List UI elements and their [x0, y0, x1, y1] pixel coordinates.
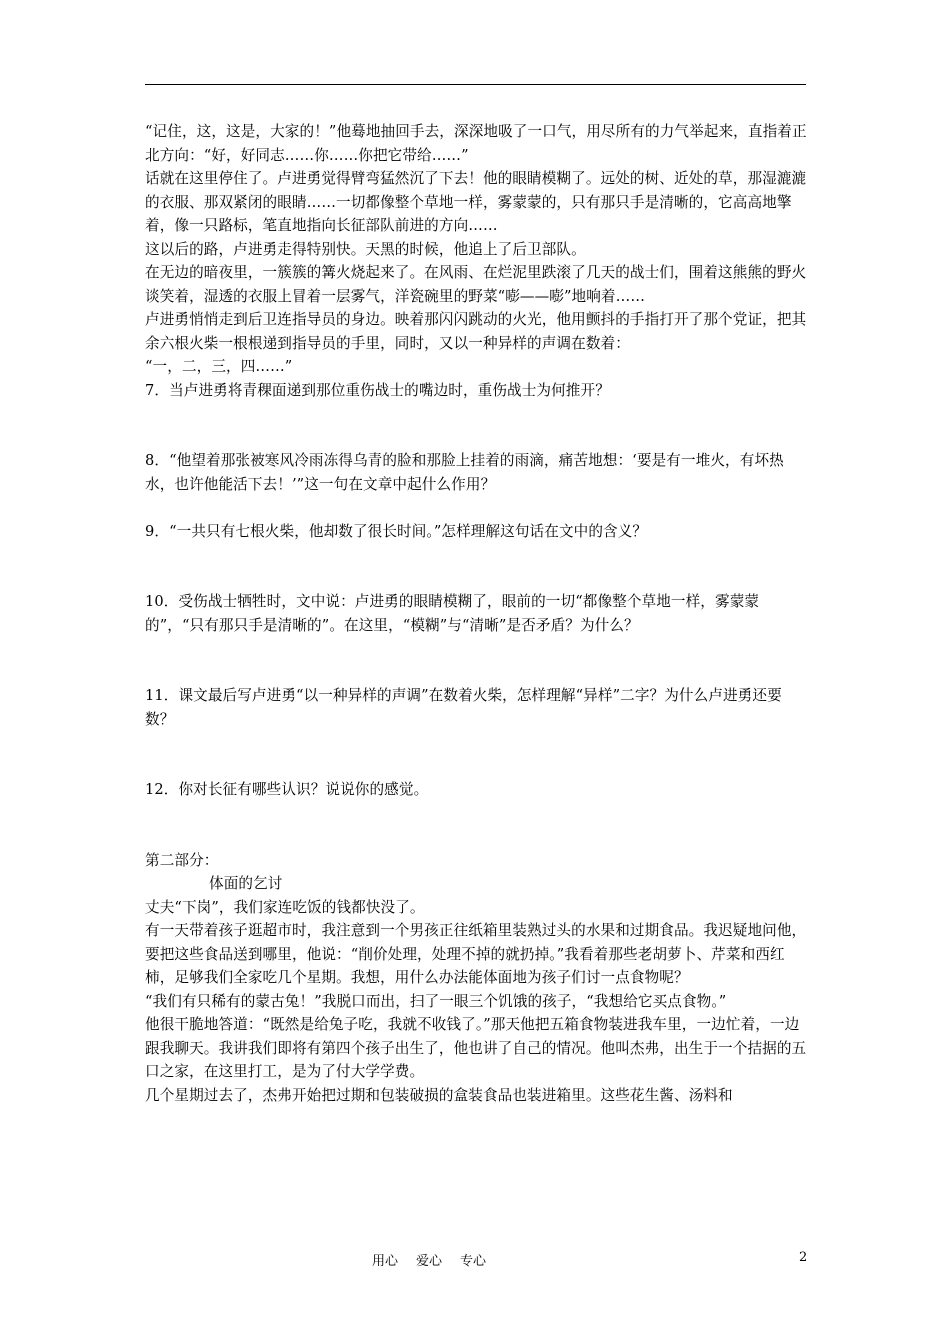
page-footer	[0, 1250, 950, 1274]
question-9: 9．“一共只有七根火柴，他却数了很长时间。”怎样理解这句话在文中的含义？	[145, 522, 648, 540]
paragraph: 这以后的路，卢进勇走得特别快。天黑的时候，他追上了后卫部队。	[145, 240, 586, 258]
question-8: 8．“他望着那张被寒风冷雨冻得乌青的脸和那脸上挂着的雨滴，痛苦地想：‘要是有一堆火，有坏热水，也许他能活下去！’”这一句在文章中起什么作用？	[145, 452, 784, 493]
answer-space	[145, 496, 810, 520]
part2-heading: 第二部分：	[145, 851, 219, 869]
story-paragraph: 他很干脆地答道：“既然是给兔子吃，我就不收钱了。”那天他把五箱食物装进我车里，一边忙着，一边跟我聊天。我讲我们即将有第四个孩子出生了，他也讲了自己的情况。他叫杰弗，出生于一个拮据的五口之家，在这里打工，是为了付大学学费。	[145, 1016, 807, 1080]
paragraph: “记住，这，这是，大家的！”他蓦地抽回手去，深深地吸了一口气，用尽所有的力气举起来，直指着正北方向：“好，好同志……你……你把它带给……”	[145, 123, 807, 164]
paragraph: 话就在这里停住了。卢进勇觉得臂弯猛然沉了下去！他的眼睛模糊了。远处的树、近处的草，那湿漉漉的衣服、那双紧闭的眼睛……一切都像整个草地一样，雾蒙蒙的，只有那只手是清晰的，它高高地擎着，像一只路标，笔直地指向长征部队前进的方向……	[145, 170, 807, 234]
story-paragraph: 丈夫“下岗”，我们家连吃饭的钱都快没了。	[145, 898, 425, 916]
answer-space	[145, 402, 810, 449]
question-11: 11．课文最后写卢进勇“以一种异样的声调”在数着火柴，怎样理解“异样”二字？为什么卢进勇还要数？	[145, 687, 782, 728]
footer-motto-item: 专心	[460, 1254, 487, 1269]
question-10: 10．受伤战士牺牲时，文中说：卢进勇的眼睛模糊了，眼前的一切“都像整个草地一样，雾蒙蒙的”，“只有那只手是清晰的”。在这里，“模糊”与“清晰”是否矛盾？为什么？	[145, 593, 760, 634]
document-body	[145, 120, 810, 1107]
footer-motto	[372, 1250, 504, 1269]
question-12: 12．你对长征有哪些认识？说说你的感觉。	[145, 781, 429, 798]
question-7: 7．当卢进勇将青稞面递到那位重伤战士的嘴边时，重伤战士为何推开？	[145, 381, 610, 399]
paragraph: “一，二，三，四……”	[145, 358, 293, 375]
footer-motto-item: 用心	[372, 1254, 399, 1269]
paragraph: 在无边的暗夜里，一簇簇的篝火烧起来了。在风雨、在烂泥里跌滚了几天的战士们，围着这熊熊的野火谈笑着，湿透的衣服上冒着一层雾气，洋瓷碗里的野菜“嘭——嘭”地响着……	[145, 264, 807, 305]
story-paragraph: “我们有只稀有的蒙古兔！”我脱口而出，扫了一眼三个饥饿的孩子，“我想给它买点食物。”	[145, 992, 727, 1010]
answer-space	[145, 731, 810, 778]
header-rule	[145, 84, 806, 85]
footer-motto-item: 爱心	[416, 1254, 443, 1269]
story-title: 体面的乞讨	[209, 875, 283, 892]
story-paragraph: 有一天带着孩子逛超市时，我注意到一个男孩正往纸箱里装熟过头的水果和过期食品。我迟疑地问他，要把这些食品送到哪里，他说：“削价处理，处理不掉的就扔掉。”我看着那些老胡萝卜、芹菜和西红柿，足够我们全家吃几个星期。我想，用什么办法能体面地为孩子们讨一点食物呢？	[145, 922, 807, 986]
answer-space	[145, 543, 810, 590]
answer-space	[145, 637, 810, 684]
answer-space	[145, 802, 810, 849]
story-paragraph: 几个星期过去了，杰弗开始把过期和包装破损的盒装食品也装进箱里。这些花生酱、汤料和	[145, 1086, 733, 1104]
page-number: 2	[799, 1250, 808, 1265]
paragraph: 卢进勇悄悄走到后卫连指导员的身边。映着那闪闪跳动的火光，他用颤抖的手指打开了那个党证，把其余六根火柴一根根递到指导员的手里，同时，又以一种异样的声调在数着：	[145, 311, 807, 352]
